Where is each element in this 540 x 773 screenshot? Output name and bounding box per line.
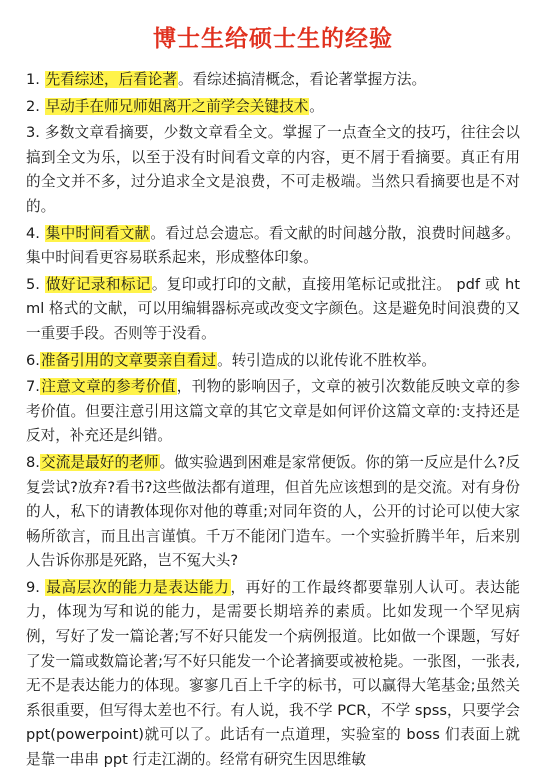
list-item [26,222,520,271]
item-text: 。 [309,97,324,115]
list-item [26,121,520,219]
list-item [26,576,520,773]
highlighted-phrase: 注意文章的参考价值 [40,378,176,396]
item-text: ，再好的工作最终都要靠别人认可。表达能力，体现为写和说的能力，是需要长期培养的素质。比如发现一个罕见病例，写好了发一篇论著;写不好只能发一个病例报道。比如做一个课题，写好了发一篇或数篇论著;写不好只能发一个论著摘要或被枪毙。一张图，一张表,无不是表达能力的体现。寥寥几百上千字的标书，可以赢得大笔基金;虽然关系很重要，但写得太差也不行。有人说，我不学 PCR，不学 spss，只要学会 ppt(powerpoint)就可以了。此话有一点道理，实验室的 boss 们表面上就是靠一串串 ppt 行走江湖的。经常有研究生因思维敏 [26,578,520,769]
item-number: 2. [26,97,40,115]
highlighted-phrase: 交流是最好的老师 [40,453,159,471]
item-text: 。复印或打印的文献，直接用笔标记或批注。 pdf 或 html 格式的文献，可以用编辑器标亮或改变文字颜色。这是避免时间浪费的又一重要手段。否则等于没看。 [26,275,521,342]
item-text: 多数文章看摘要，少数文章看全文。掌握了一点查全文的技巧，往往会以搞到全文为乐，以至于没有时间看文章的内容，更不屑于看摘要。真正有用的全文并不多，过分追求全文是浪费，不可走极端。当然只看摘要也是不对的。 [26,124,520,215]
list-item [26,68,520,93]
item-text: 。看过总会遗忘。看文献的时间越分散，浪费时间越多。集中时间看更容易联系起来，形成整体印象。 [26,224,520,267]
highlighted-phrase: 最高层次的能力是表达能力 [46,578,230,596]
highlighted-phrase: 先看综述，后看论著 [45,71,177,88]
item-number: 3. [26,124,40,142]
highlighted-phrase: 做好记录和标记 [45,275,151,293]
item-number: 9. [26,578,40,596]
item-number: 5. [26,275,40,293]
tips-list [26,68,520,773]
list-item [26,375,520,449]
item-text: 。做实验遇到困难是家常便饭。你的第一反应是什么?反复尝试?放弃?看书?这些做法都有道理，但首先应该想到的是交流。对有身份的人，私下的请教体现你对他的尊重;对同年资的人，公开的讨论可以使大家畅所欲言，而且出言谨慎。千万不能闭门造车。一个实验折腾半年，后来别人告诉你那是死路，岂不冤大头? [26,453,520,570]
list-item [26,273,520,347]
list-item [26,451,520,574]
page-title: 博士生给硕士生的经验 [153,26,393,52]
document-page [0,24,540,769]
item-text: ，刊物的影响因子，文章的被引次数能反映文章的参考价值。但要注意引用这篇文章的其它文章是如何评价这篇文章的:支持还是反对，补充还是纠错。 [26,378,520,445]
highlighted-phrase: 早动手在师兄师姐离开之前学会关键技术 [45,97,309,115]
item-number: 1. [26,71,40,88]
item-number: 7. [26,378,40,396]
item-number: 6. [26,351,40,369]
highlighted-phrase: 集中时间看文献 [45,224,150,242]
item-number: 4. [26,224,40,242]
list-item [26,95,520,120]
item-number: 8. [26,453,40,471]
list-item [26,349,520,374]
item-text: 。看综述搞清概念，看论著掌握方法。 [177,71,427,88]
highlighted-phrase: 准备引用的文章要亲自看过 [40,351,217,369]
item-text: 。转引造成的以讹传讹不胜枚举。 [217,351,436,369]
